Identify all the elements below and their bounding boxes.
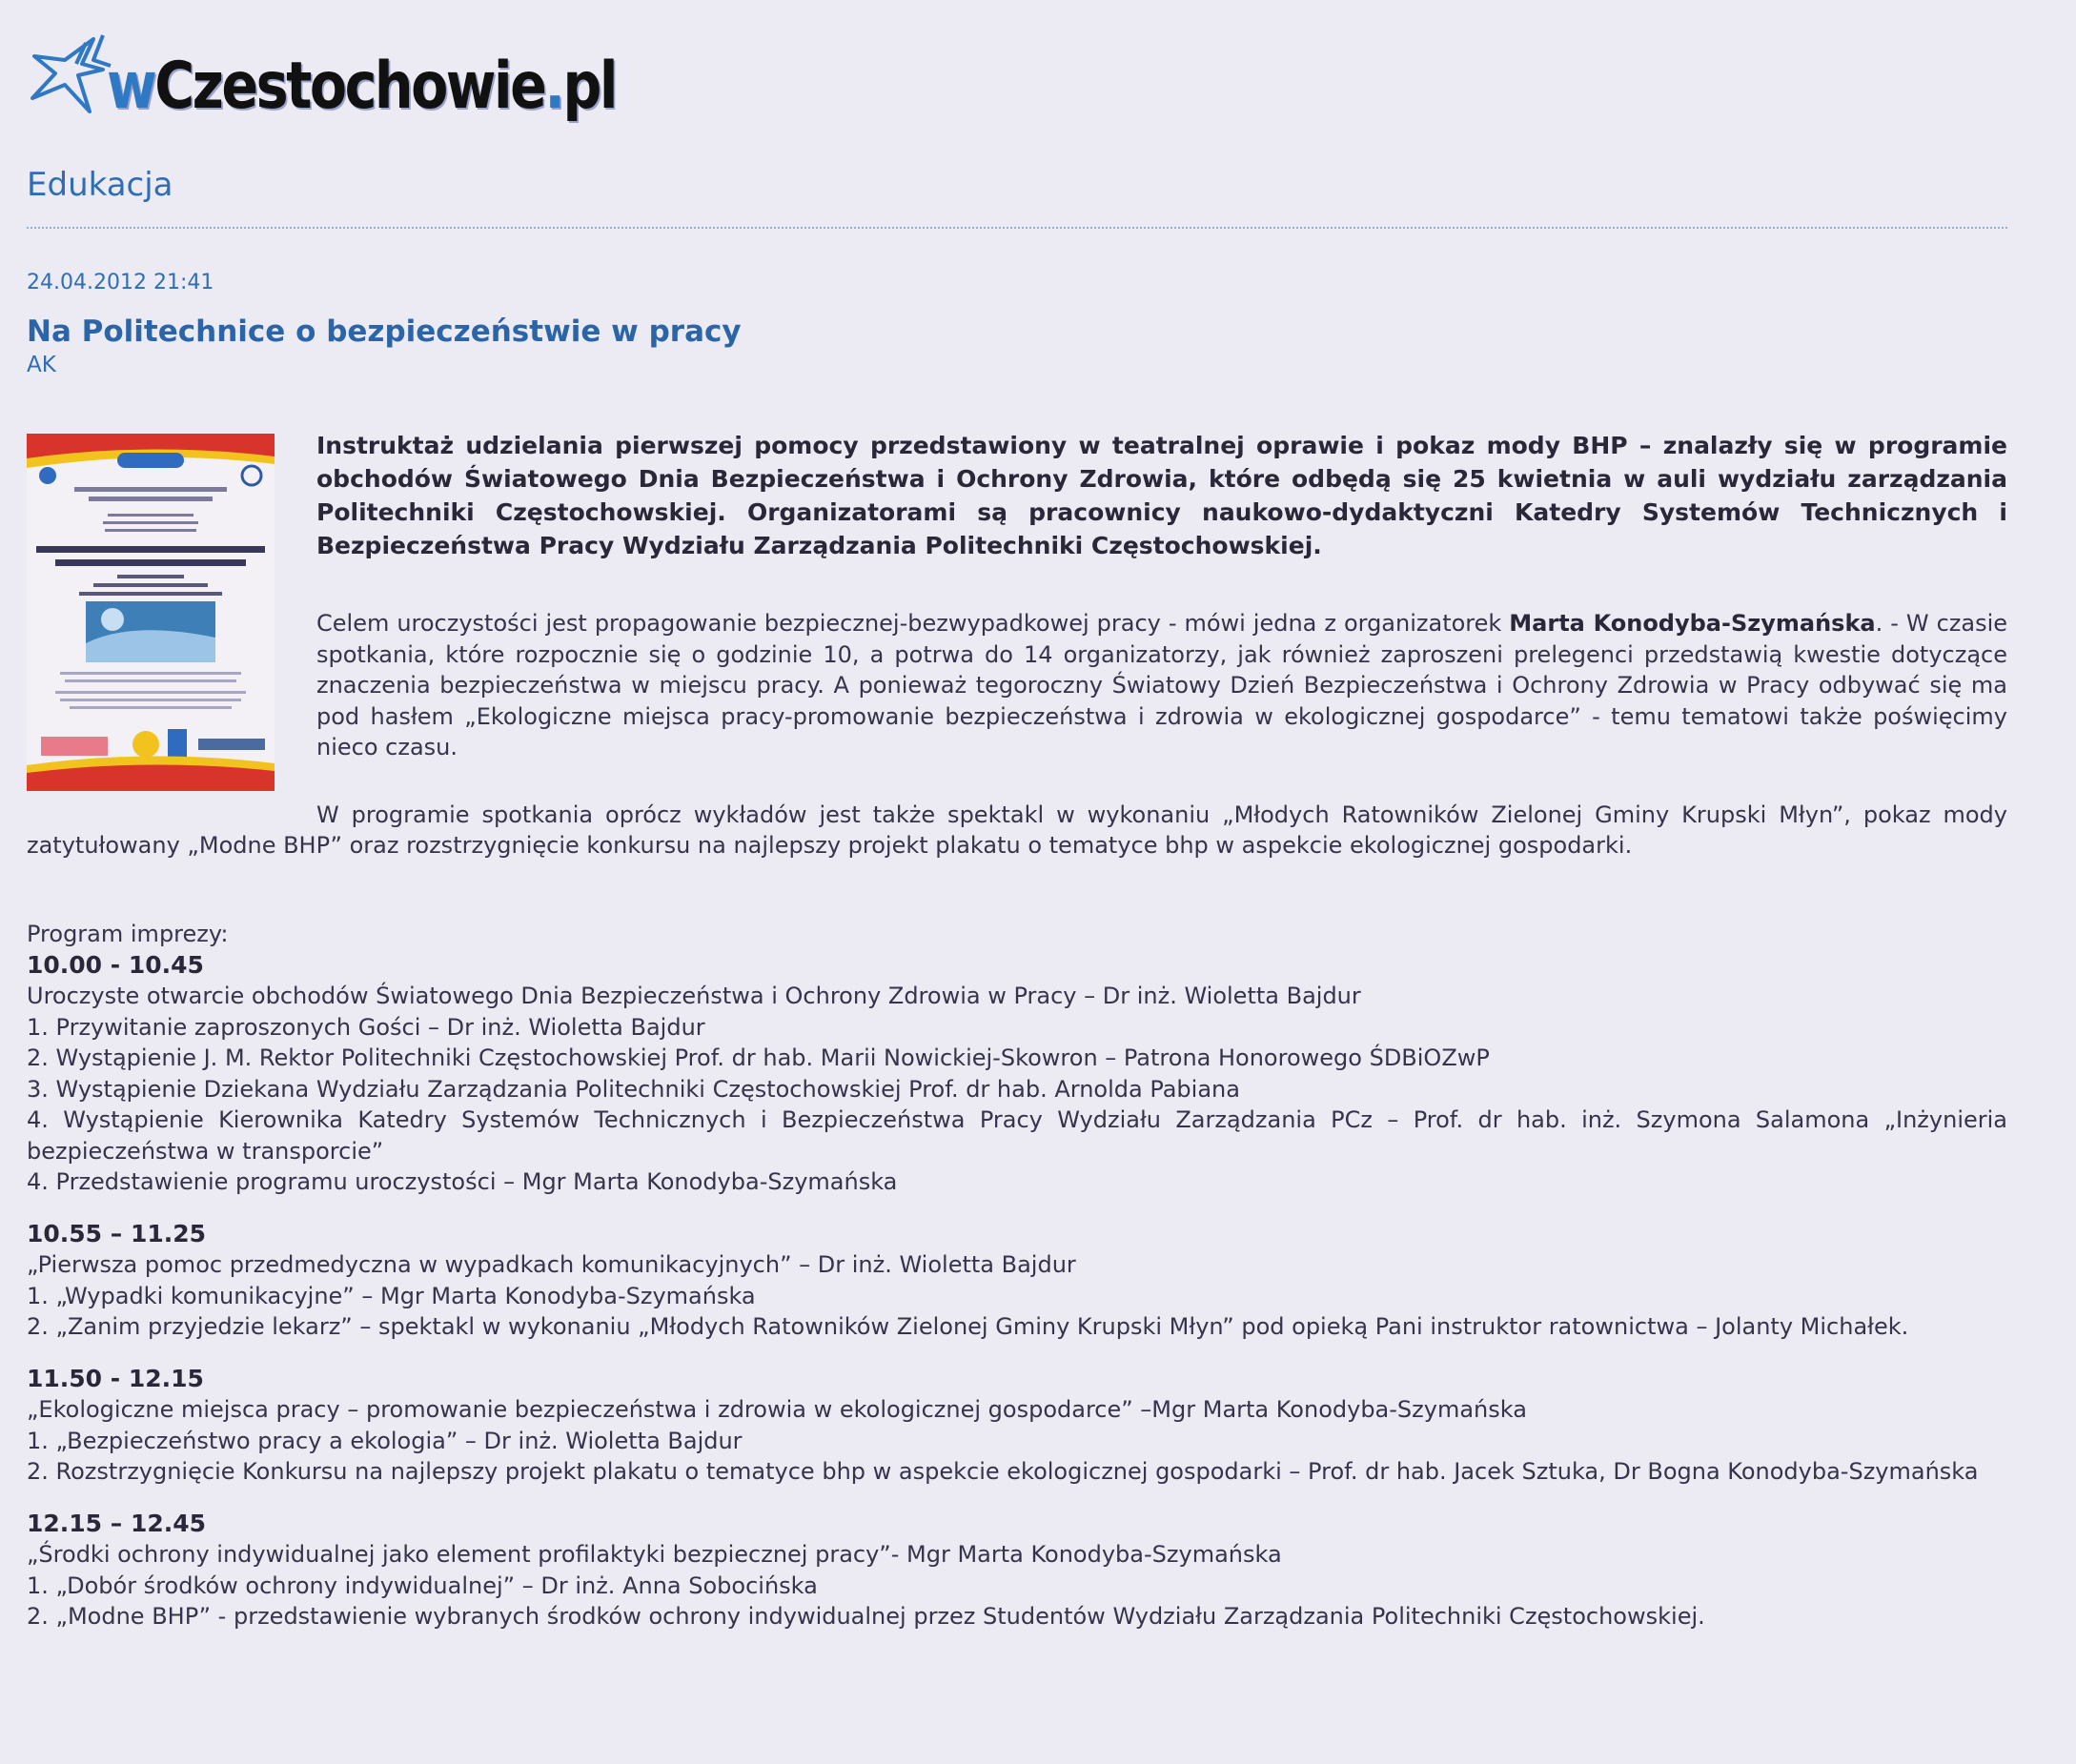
paragraph-text: Celem uroczystości jest propagowanie bezpiecznej-bezwypadkowej pracy - mówi jedna z organizatorek bbox=[316, 610, 1510, 637]
program-line: 2. „Zanim przyjedzie lekarz” – spektakl w wykonaniu „Młodych Ratowników Zielonej Gminy Krupski Młyn” pod opieką Pani instruktor ratownictwa – Jolanty Michałek. bbox=[27, 1313, 1909, 1340]
article-paragraph-3: W programie spotkania oprócz wykładów jest także spektakl w wykonaniu „Młodych Ratowników Zielonej Gminy Krupski Młyn”, pokaz mody zatytułowany „Modne BHP” oraz rozstrzygnięcie konkursu na najlepszy projekt plakatu o tematyce bhp w aspekcie ekologicznej gospodarki. bbox=[27, 801, 2007, 859]
logo-wordmark bbox=[107, 49, 616, 124]
section-divider bbox=[27, 227, 2007, 229]
program-time: 10.00 - 10.45 bbox=[27, 950, 204, 979]
program-line: Uroczyste otwarcie obchodów Światowego Dnia Bezpieczeństwa i Ochrony Zdrowia w Pracy – Dr inż. Wioletta Bajdur bbox=[27, 983, 1361, 1009]
article-author: AK bbox=[27, 353, 56, 377]
article-title[interactable]: Na Politechnice o bezpieczeństwie w pracy bbox=[27, 314, 742, 349]
program-line: 4. Przedstawienie programu uroczystości – Mgr Marta Konodyba-Szymańska bbox=[27, 1168, 898, 1195]
paragraph-text: . - W czasie spotkania, które rozpocznie się o godzinie 10, a potrwa do 14 organizatorzy, jak również zaproszeni prelegenci przedstawią kwestie dotyczące znaczenia bezpieczeństwa w miejscu pracy. A ponieważ tegoroczny Światowy Dzień Bezpieczeństwa i Ochrony Zdrowia w Pracy odbywać się ma pod hasłem „Ekologiczne miejsca pracy-promowanie bezpieczeństwa i zdrowia w ekologicznej gospodarce” - temu tematowi także poświęcimy nieco czasu. bbox=[316, 610, 2008, 760]
program-line: 1. „Bezpieczeństwo pracy a ekologia” – Dr inż. Wioletta Bajdur bbox=[27, 1427, 743, 1454]
logo-dot: . bbox=[544, 49, 563, 124]
article-date: 24.04.2012 21:41 bbox=[27, 271, 214, 294]
program-block bbox=[27, 1364, 2007, 1488]
program-time: 11.50 - 12.15 bbox=[27, 1364, 204, 1392]
program-line: 1. „Dobór środków ochrony indywidualnej” – Dr inż. Anna Sobocińska bbox=[27, 1571, 818, 1599]
program-line: 2. „Modne BHP” - przedstawienie wybranych środków ochrony indywidualnej przez Studentów Wydziału Zarządzania Politechniki Częstochowskiej. bbox=[27, 1603, 1705, 1630]
logo-prefix: w bbox=[107, 49, 155, 124]
event-poster-image bbox=[27, 434, 275, 791]
program-time: 12.15 – 12.45 bbox=[27, 1509, 207, 1537]
program-label: Program imprezy: bbox=[27, 921, 229, 947]
logo-suffix: pl bbox=[562, 49, 616, 124]
program-block bbox=[27, 950, 2007, 1198]
article-paragraph-2 bbox=[316, 608, 2007, 763]
program-line: 4. Wystąpienie Kierownika Katedry Systemów Technicznych i Bezpieczeństwa Pracy Wydziału Zarządzania PCz – Prof. dr hab. inż. Szymona Salamona „Inżynieria bezpieczeństwa w transporcie” bbox=[27, 1106, 2007, 1165]
program-line: 2. Rozstrzygnięcie Konkursu na najlepszy projekt plakatu o tematyce bhp w aspekcie ekologicznej gospodarki – Prof. dr hab. Jacek Sztuka, Dr Bogna Konodyba-Szymańska bbox=[27, 1458, 1979, 1485]
program-time: 10.55 – 11.25 bbox=[27, 1219, 207, 1247]
program-line: 1. Przywitanie zaproszonych Gości – Dr inż. Wioletta Bajdur bbox=[27, 1013, 705, 1041]
event-program bbox=[27, 919, 2007, 1653]
program-line: „Pierwsza pomoc przedmedyczna w wypadkach komunikacyjnych” – Dr inż. Wioletta Bajdur bbox=[27, 1251, 1076, 1278]
program-block bbox=[27, 1219, 2007, 1343]
section-title[interactable]: Edukacja bbox=[27, 166, 173, 204]
logo-star-icon bbox=[27, 31, 112, 119]
program-block bbox=[27, 1509, 2007, 1632]
program-line: 2. Wystąpienie J. M. Rektor Politechniki Częstochowskiej Prof. dr hab. Marii Nowickiej-Skowron – Patrona Honorowego ŚDBiOZwP bbox=[27, 1044, 1490, 1071]
organizer-name: Marta Konodyba-Szymańska bbox=[1509, 610, 1876, 637]
logo-main: Czestochowie bbox=[154, 49, 545, 124]
program-line: 3. Wystąpienie Dziekana Wydziału Zarządzania Politechniki Częstochowskiej Prof. dr hab. Arnolda Pabiana bbox=[27, 1075, 1240, 1103]
program-line: 1. „Wypadki komunikacyjne” – Mgr Marta Konodyba-Szymańska bbox=[27, 1282, 756, 1309]
program-line: „Środki ochrony indywidualnej jako element profilaktyki bezpiecznej pracy”- Mgr Marta Konodyba-Szymańska bbox=[27, 1541, 1282, 1568]
site-logo[interactable] bbox=[27, 29, 713, 124]
article-lead: Instruktaż udzielania pierwszej pomocy przedstawiony w teatralnej oprawie i pokaz mody BHP – znalazły się w programie obchodów Światowego Dnia Bezpieczeństwa i Ochrony Zdrowia, które odbędą się 25 kwietnia w auli wydziału zarządzania Politechniki Częstochowskiej. Organizatorami są pracownicy naukowo-dydaktyczni Katedry Systemów Technicznych i Bezpieczeństwa Pracy Wydziału Zarządzania Politechniki Częstochowskiej. bbox=[316, 432, 2007, 559]
program-line: „Ekologiczne miejsca pracy – promowanie bezpieczeństwa i zdrowia w ekologicznej gospodarce” –Mgr Marta Konodyba-Szymańska bbox=[27, 1396, 1527, 1423]
